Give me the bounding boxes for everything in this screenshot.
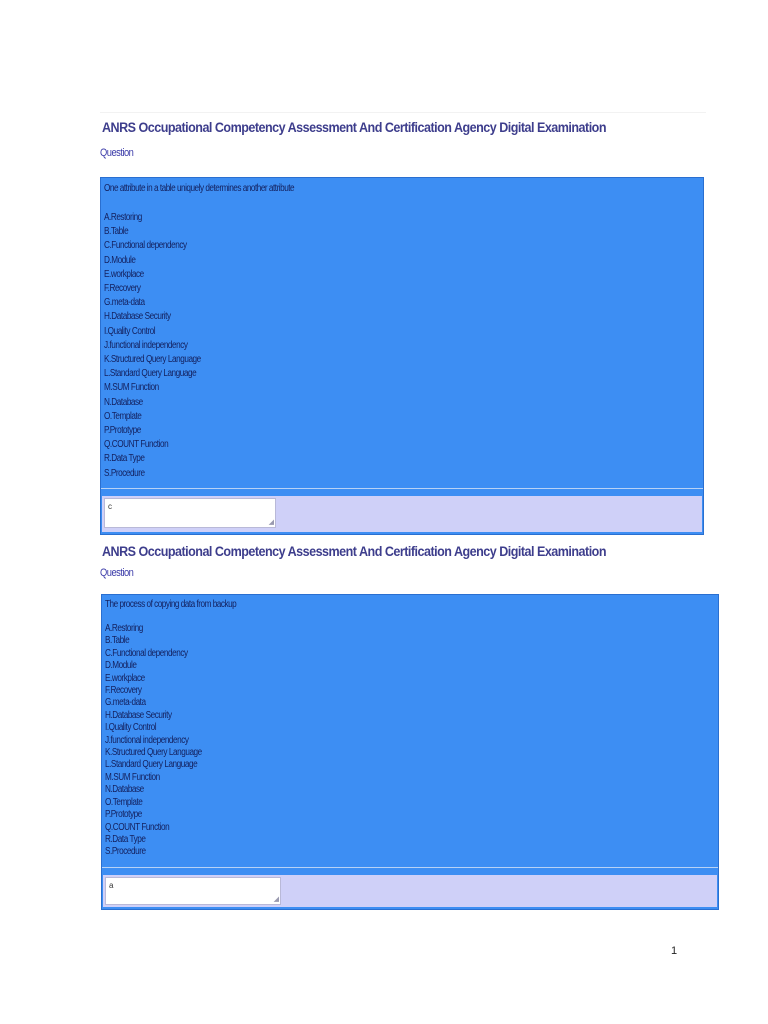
option-b: B.Table	[105, 635, 130, 647]
exam-title: ANRS Occupational Competency Assessment And Certification Agency Digital Examination	[102, 120, 606, 135]
answer-bar	[102, 496, 702, 532]
option-q: Q.COUNT Function	[105, 821, 170, 833]
option-l: L.Standard Query Language	[104, 368, 197, 380]
answer-bar	[103, 875, 717, 907]
option-c: C.Functional dependency	[104, 240, 187, 252]
option-m: M.SUM Function	[105, 771, 160, 783]
options-list	[104, 211, 222, 481]
option-o: O.Template	[105, 796, 143, 808]
answer-input[interactable]	[104, 498, 276, 528]
question-box	[100, 177, 704, 535]
option-h: H.Database Security	[104, 311, 171, 323]
option-f: F.Recovery	[105, 685, 142, 697]
option-h: H.Database Security	[105, 709, 172, 721]
option-j: J.functional independency	[104, 339, 188, 351]
question-text: One attribute in a table uniquely determines another attribute	[104, 183, 295, 194]
page-number: 1	[671, 945, 678, 957]
resize-grip-icon[interactable]: ◢	[273, 896, 279, 903]
option-r: R.Data Type	[104, 453, 145, 465]
top-rule	[100, 112, 706, 113]
question-text: The process of copying data from backup	[105, 599, 237, 610]
option-s: S.Procedure	[105, 846, 146, 858]
option-n: N.Database	[104, 396, 143, 408]
option-d: D.Module	[105, 660, 137, 672]
resize-grip-icon[interactable]: ◢	[268, 519, 274, 526]
option-i: I.Quality Control	[105, 722, 157, 734]
option-l: L.Standard Query Language	[105, 759, 198, 771]
option-r: R.Data Type	[105, 833, 146, 845]
option-p: P.Prototype	[105, 809, 142, 821]
option-d: D.Module	[104, 254, 136, 266]
option-n: N.Database	[105, 784, 144, 796]
question-box	[101, 594, 719, 910]
option-a: A.Restoring	[104, 212, 142, 223]
option-k: K.Structured Query Language	[104, 354, 201, 366]
answer-value: c	[108, 502, 112, 511]
option-k: K.Structured Query Language	[105, 747, 202, 759]
option-a: A.Restoring	[105, 623, 143, 634]
option-e: E.workplace	[104, 268, 144, 280]
answer-value: a	[109, 881, 114, 890]
question-label: Question	[100, 147, 134, 159]
divider	[101, 488, 703, 489]
option-i: I.Quality Control	[104, 325, 156, 337]
option-g: G.meta-data	[104, 297, 145, 309]
divider	[102, 867, 718, 868]
option-p: P.Prototype	[104, 425, 141, 437]
exam-title: ANRS Occupational Competency Assessment And Certification Agency Digital Examination	[102, 544, 606, 559]
options-list	[105, 623, 223, 859]
option-f: F.Recovery	[104, 283, 141, 295]
option-g: G.meta-data	[105, 697, 146, 709]
option-c: C.Functional dependency	[105, 647, 188, 659]
option-m: M.SUM Function	[104, 382, 159, 394]
option-b: B.Table	[104, 226, 129, 238]
answer-input[interactable]	[105, 877, 281, 905]
option-e: E.workplace	[105, 672, 145, 684]
option-j: J.functional independency	[105, 734, 189, 746]
option-q: Q.COUNT Function	[104, 439, 169, 451]
question-label: Question	[100, 567, 134, 579]
option-s: S.Procedure	[104, 467, 145, 479]
option-o: O.Template	[104, 410, 142, 422]
